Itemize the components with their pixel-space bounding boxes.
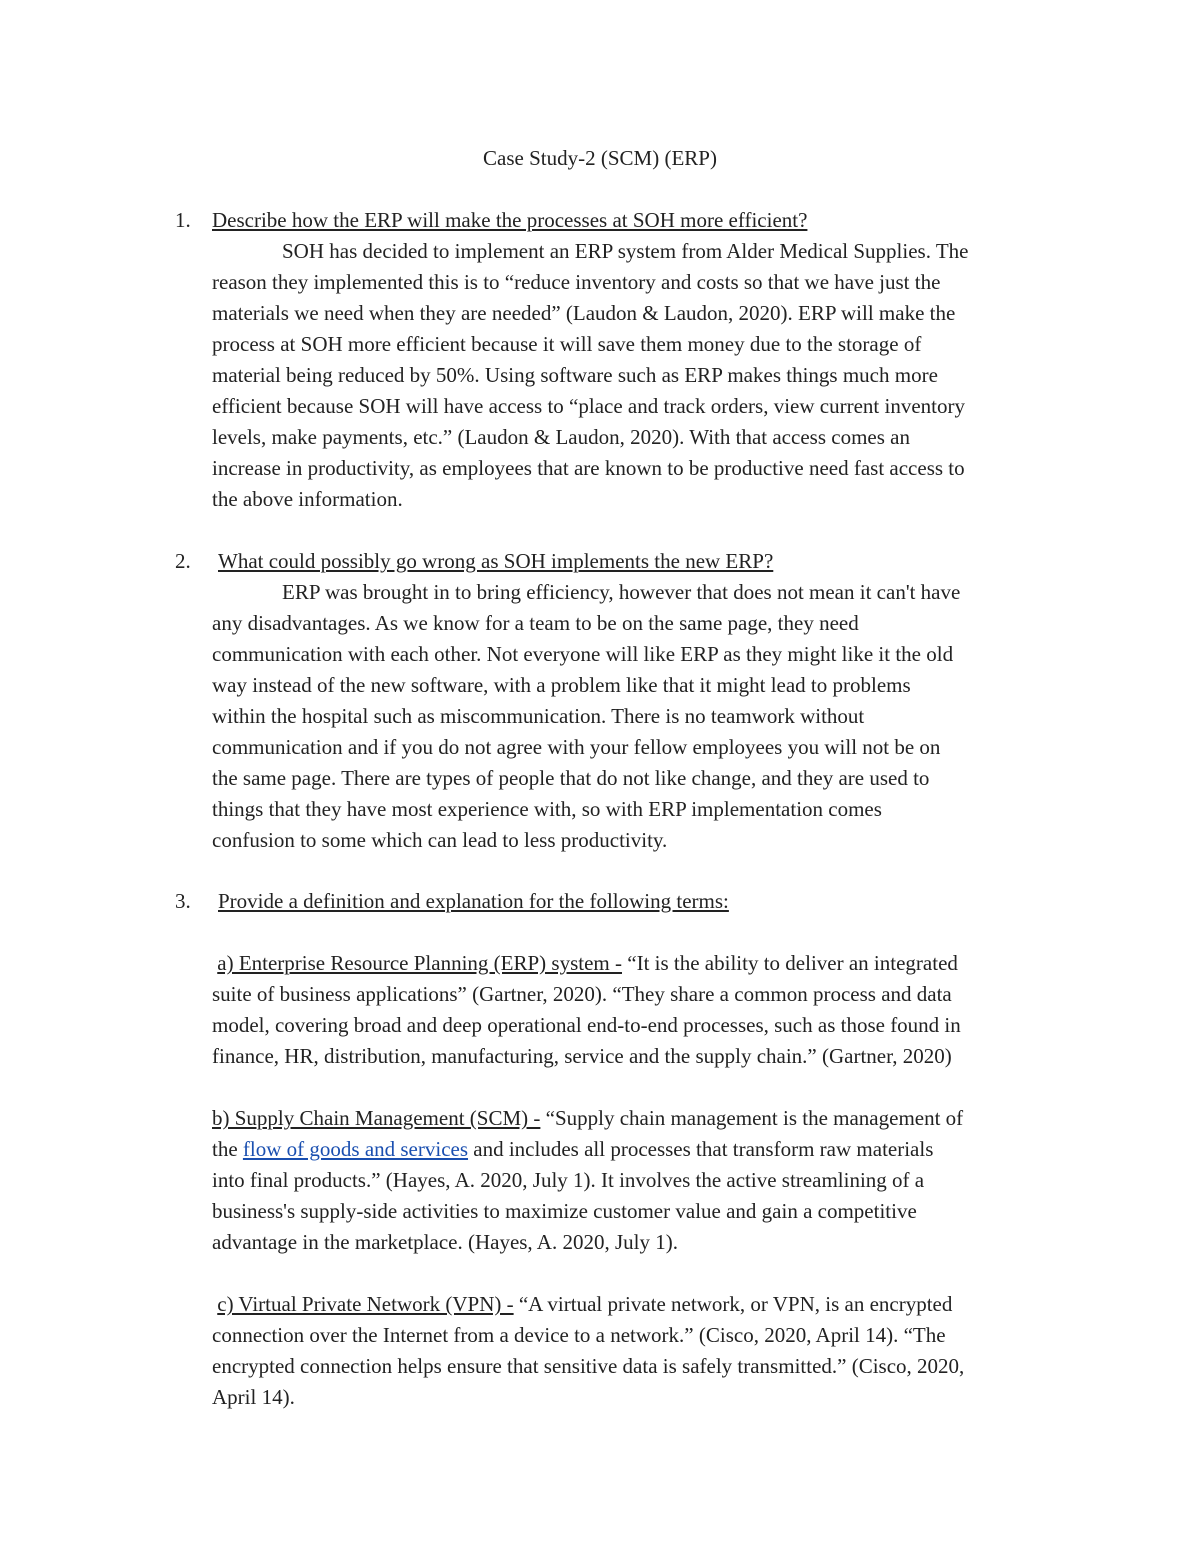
question-1-answer — [212, 236, 1062, 515]
answer-line: the above information. — [212, 487, 403, 511]
question-2-number: 2. — [175, 549, 191, 573]
answer-line: material being reduced by 50%. Using software such as ERP makes things much more — [212, 363, 938, 387]
term-line: model, covering broad and deep operational end-to-end processes, such as those found in — [212, 1013, 961, 1037]
answer-line: process at SOH more efficient because it will save them money due to the storage of — [212, 332, 922, 356]
term-line: connection over the Internet from a device to a network.” (Cisco, 2020, April 14). “The — [212, 1323, 946, 1347]
answer-line: increase in productivity, as employees that are known to be productive need fast access to — [212, 456, 965, 480]
term-line: April 14). — [212, 1385, 295, 1409]
term-line: the flow of goods and services and includes all processes that transform raw materials — [212, 1137, 934, 1161]
answer-line: confusion to some which can lead to less productivity. — [212, 828, 668, 852]
question-2-answer — [212, 577, 1062, 856]
term-line: into final products.” (Hayes, A. 2020, July 1). It involves the active streamlining of a — [212, 1168, 925, 1192]
answer-line: materials we need when they are needed” (Laudon & Laudon, 2020). ERP will make the — [212, 301, 956, 325]
answer-line: any disadvantages. As we know for a team to be on the same page, they need — [212, 611, 859, 635]
document-title: Case Study-2 (SCM) (ERP) — [483, 146, 717, 170]
answer-line: things that they have most experience with, so with ERP implementation comes — [212, 797, 882, 821]
term-erp-definition — [212, 948, 1062, 1072]
term-vpn-definition — [212, 1289, 1062, 1413]
answer-line: SOH has decided to implement an ERP system from Alder Medical Supplies. The — [282, 239, 969, 263]
answer-line: way instead of the new software, with a problem like that it might lead to problems — [212, 673, 911, 697]
term-label-scm: b) Supply Chain Management (SCM) - — [212, 1106, 541, 1130]
answer-line: levels, make payments, etc.” (Laudon & Laudon, 2020). With that access comes an — [212, 425, 910, 449]
term-line: encrypted connection helps ensure that sensitive data is safely transmitted.” (Cisco, 2020, — [212, 1354, 965, 1378]
answer-line: communication with each other. Not everyone will like ERP as they might like it the old — [212, 642, 954, 666]
term-label-vpn: c) Virtual Private Network (VPN) - — [217, 1292, 514, 1316]
question-1-number: 1. — [175, 208, 191, 232]
answer-line: communication and if you do not agree with your fellow employees you will not be on — [212, 735, 941, 759]
answer-line: the same page. There are types of people that do not like change, and they are used to — [212, 766, 930, 790]
answer-line: ERP was brought in to bring efficiency, however that does not mean it can't have — [282, 580, 961, 604]
term-scm-definition — [212, 1103, 1062, 1258]
term-line: c) Virtual Private Network (VPN) - “A virtual private network, or VPN, is an encrypted — [217, 1292, 953, 1316]
answer-line: within the hospital such as miscommunication. There is no teamwork without — [212, 704, 865, 728]
term-line: suite of business applications” (Gartner, 2020). “They share a common process and data — [212, 982, 952, 1006]
term-label-erp: a) Enterprise Resource Planning (ERP) system - — [217, 951, 622, 975]
question-1-heading: Describe how the ERP will make the processes at SOH more efficient? — [212, 208, 808, 232]
answer-line: reason they implemented this is to “reduce inventory and costs so that we have just the — [212, 270, 941, 294]
answer-line: efficient because SOH will have access to “place and track orders, view current inventory — [212, 394, 965, 418]
question-3-heading: Provide a definition and explanation for the following terms: — [218, 889, 729, 913]
question-3-number: 3. — [175, 889, 191, 913]
term-line: advantage in the marketplace. (Hayes, A. 2020, July 1). — [212, 1230, 678, 1254]
term-line: b) Supply Chain Management (SCM) - “Supply chain management is the management of — [212, 1106, 964, 1130]
term-line: finance, HR, distribution, manufacturing, service and the supply chain.” (Gartner, 2020) — [212, 1044, 952, 1068]
question-2-heading: What could possibly go wrong as SOH implements the new ERP? — [218, 549, 774, 573]
flow-of-goods-link[interactable]: flow of goods and services — [242, 1137, 469, 1161]
term-line: business's supply-side activities to maximize customer value and gain a competitive — [212, 1199, 917, 1223]
term-line: a) Enterprise Resource Planning (ERP) system - “It is the ability to deliver an integrated — [217, 951, 958, 975]
